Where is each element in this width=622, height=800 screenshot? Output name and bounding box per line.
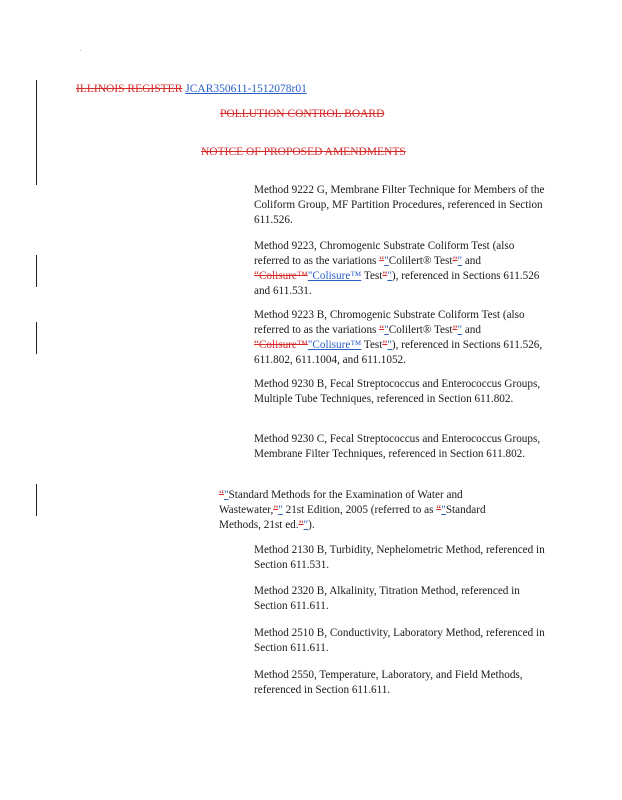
paragraph-text: Colilert® Test (388, 324, 453, 336)
inserted-quote: " (457, 255, 463, 267)
deleted-quote: ” (452, 255, 458, 267)
paragraph-text: and (462, 324, 481, 336)
paragraph-text: 21st Edition, 2005 (referred to as (282, 504, 437, 516)
paragraph-text: Method 9223 B, Chromogenic Substrate Coliform Test (also referred to as the variations (254, 309, 525, 336)
deleted-quote: ” (452, 324, 458, 336)
deleted-quote: “ (379, 324, 385, 336)
scan-speck (80, 50, 81, 51)
method-9230b-paragraph (254, 377, 546, 407)
register-title-deleted: ILLINOIS REGISTER (76, 83, 183, 95)
inserted-quote: " (278, 504, 283, 516)
method-2510b-paragraph (254, 626, 546, 656)
method-9230c-paragraph (254, 432, 546, 462)
paragraph-text: ). (308, 519, 315, 531)
register-header (76, 83, 307, 95)
change-bar (36, 322, 37, 354)
paragraph-text: Standard Methods for the Examination of Water and Wastewater, (219, 489, 463, 516)
paragraph-text: Method 9230 C, Fecal Streptococcus and Enterococcus Groups, Membrane Filter Techniques, referenced in Section 611.802. (254, 433, 541, 460)
paragraph-text: Method 2550, Temperature, Laboratory, and Field Methods, referenced in Section 611.611. (254, 669, 523, 696)
paragraph-text: and (462, 255, 481, 267)
paragraph-text: Method 9223, Chromogenic Substrate Coliform Test (also referred to as the variations (254, 240, 515, 267)
paragraph-text: Test (361, 270, 383, 282)
inserted-quote: " (387, 339, 392, 351)
deleted-quote: “ (219, 489, 224, 501)
inserted-quote: " (384, 324, 389, 336)
paragraph-text: Colilert® Test (388, 255, 453, 267)
method-2130b-paragraph (254, 543, 546, 573)
deleted-text: “Colisure™ (254, 339, 308, 351)
paragraph-text: Method 9230 B, Fecal Streptococcus and Enterococcus Groups, Multiple Tube Techniques, referenced in Section 611.802. (254, 378, 541, 405)
deleted-quote: ” (298, 519, 304, 531)
deleted-quote: ” (382, 270, 388, 282)
change-bar (36, 80, 37, 185)
deleted-text: “Colisure™ (254, 270, 308, 282)
inserted-quote: " (441, 504, 446, 516)
method-2550-paragraph (254, 668, 546, 698)
inserted-quote: " (223, 489, 229, 501)
paragraph-text: Method 2130 B, Turbidity, Nephelometric Method, referenced in Section 611.531. (254, 544, 545, 571)
board-header (220, 108, 384, 120)
method-9223b-paragraph (254, 308, 546, 368)
deleted-quote: ” (382, 339, 388, 351)
paragraph-text: ), referenced in Sections 611.526, 611.802, 611.1004, and 611.1052. (254, 339, 543, 366)
paragraph-text: Test (361, 339, 383, 351)
register-id-inserted: JCAR350611-1512078r01 (185, 83, 307, 95)
change-bar (36, 255, 37, 287)
standard-methods-21st-paragraph (219, 488, 499, 533)
deleted-quote: “ (436, 504, 442, 516)
inserted-quote: " (384, 255, 389, 267)
inserted-quote: " (303, 519, 309, 531)
notice-title-deleted: NOTICE OF PROPOSED AMENDMENTS (201, 146, 406, 158)
deleted-quote: “ (379, 255, 385, 267)
inserted-quote: " (457, 324, 463, 336)
method-2320b-paragraph (254, 584, 546, 614)
method-9223-paragraph (254, 239, 546, 299)
paragraph-text: Method 9222 G, Membrane Filter Technique for Members of the Coliform Group, MF Partition Procedures, referenced in Section 611.526. (254, 184, 545, 226)
board-title-deleted: POLLUTION CONTROL BOARD (220, 108, 385, 120)
paragraph-text: Method 2510 B, Conductivity, Laboratory Method, referenced in Section 611.611. (254, 627, 545, 654)
inserted-text: "Colisure™ (307, 339, 362, 351)
paragraph-text: ), referenced in Sections 611.526 and 611.531. (254, 270, 540, 297)
change-bar (36, 484, 37, 516)
deleted-quote: ” (273, 504, 279, 516)
paragraph-text: Method 2320 B, Alkalinity, Titration Method, referenced in Section 611.611. (254, 585, 520, 612)
paragraph-text: Standard Methods, 21st ed. (219, 504, 486, 531)
notice-header (201, 146, 406, 158)
inserted-quote: " (387, 270, 392, 282)
inserted-text: "Colisure™ (307, 270, 362, 282)
method-9222g-paragraph (254, 183, 546, 228)
